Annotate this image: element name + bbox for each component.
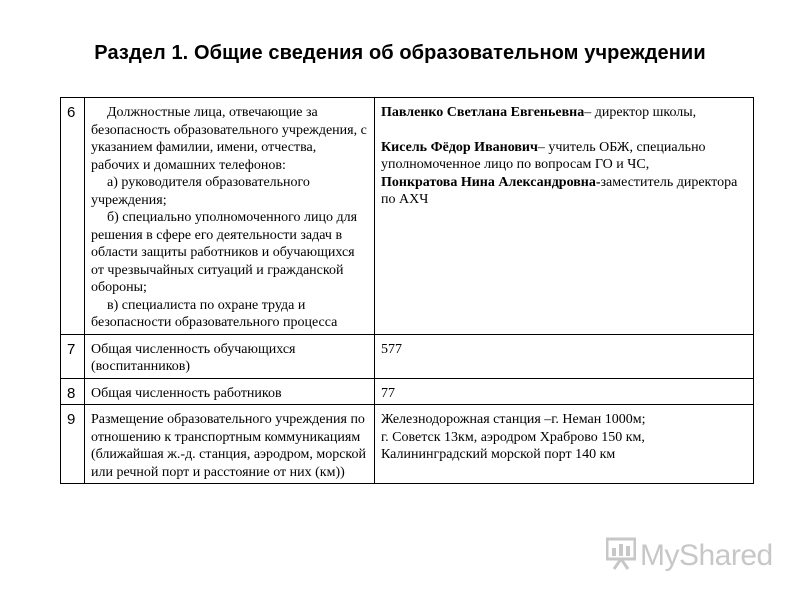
row-value [375,98,754,335]
row-label [85,98,375,335]
row-number: 9 [61,405,85,484]
label-line: б) специально уполномоченного лицо для решения в сфере его деятельности задач в области защиты работников и обучающихся от чрезвычайных ситуаций и гражданской обороны; [91,210,358,295]
row-number: 7 [61,334,85,378]
presentation-board-icon [606,536,636,575]
page-title: Раздел 1. Общие сведения об образовательном учреждении [94,42,706,64]
table-row-8 [61,378,754,405]
watermark-logo [606,536,773,575]
label-line: в) специалиста по охране труда и безопасности образовательного процесса [91,297,338,330]
watermark-text: MyShared [640,538,773,572]
row-number: 6 [61,98,85,335]
row-value: 77 [375,378,754,405]
table-row-6 [61,98,754,335]
person-name: Кисель Фёдор Иванович [381,139,538,155]
info-table [60,97,754,484]
person-name: Павленко Светлана Евгеньевна [381,105,585,120]
person-role: заместитель директора по АХЧ [381,174,738,207]
value-line: Калининградский морской порт 140 км [381,447,616,462]
row-label: Общая численность работников [85,378,375,405]
value-line: г. Советск 13км, аэродром Храброво 150 км, [381,429,645,445]
person-role: – директор школы, [584,105,697,120]
row-label: Размещение образовательного учреждения по отношению к транспортным коммуникациям (ближайшая ж.-д. станция, аэродром, морской или речной порт и расстояние от них (км)) [85,405,375,484]
person-role: – учитель ОБЖ, специально уполномоченное лицо по вопросам ГО и ЧС, [381,139,706,172]
label-line: Должностные лица, отвечающие за безопасность образовательного учреждения, с указанием фамилии, имени, отчества, рабочих и домашних телефонов: [91,105,367,173]
row-number: 8 [61,378,85,405]
table-row-7 [61,334,754,378]
value-line: Железнодорожная станция –г. Неман 1000м; [381,412,646,427]
person-name: Понкратова Нина Александровна- [381,174,601,190]
table-row-9 [61,405,754,484]
row-value [375,405,754,484]
row-label: Общая численность обучающихся (воспитанников) [85,334,375,378]
label-line: а) руководителя образовательного учреждения; [91,175,310,208]
row-value: 577 [375,334,754,378]
